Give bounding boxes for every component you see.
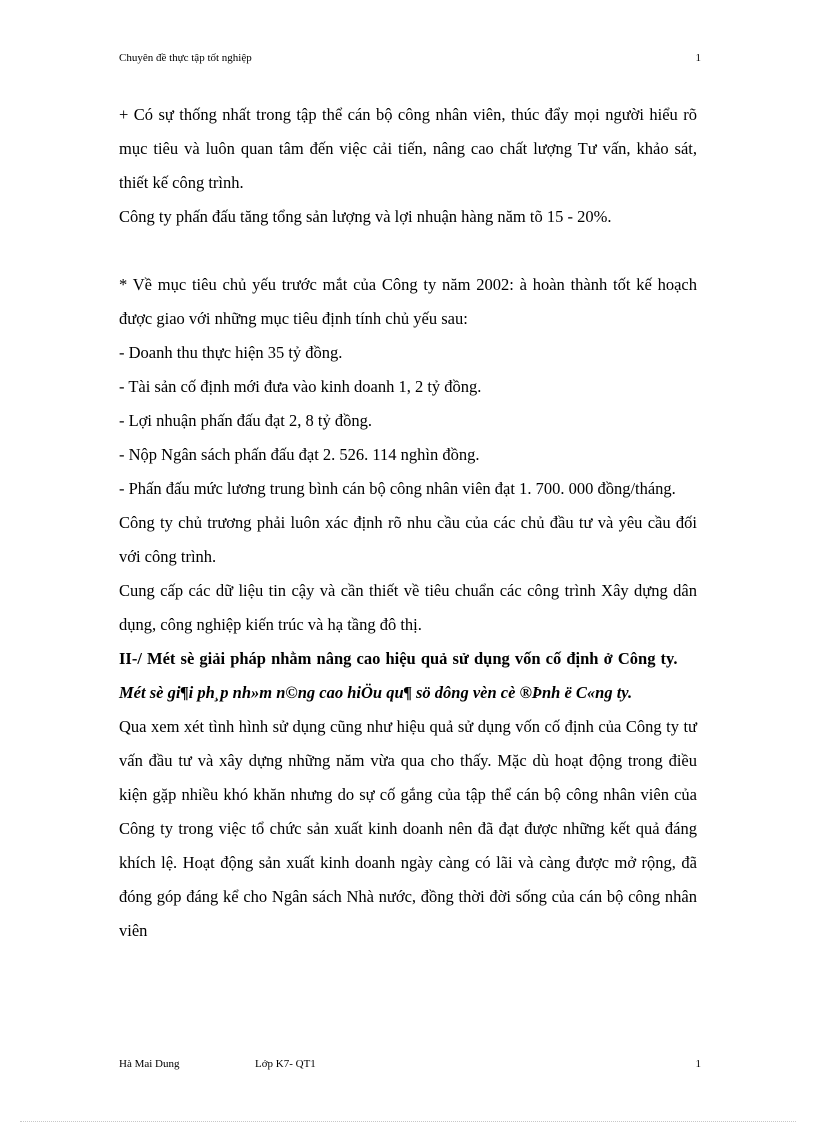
paragraph-investor-needs: Công ty chủ trương phải luôn xác định rõ nhu cầu của các chủ đầu tư và yêu cầu đối với công trình. <box>119 513 697 566</box>
paragraph-consensus: + Có sự thống nhất trong tập thể cán bộ công nhân viên, thúc đẩy mọi người hiểu rõ mục tiêu và luôn quan tâm đến việc cải tiến, nâng cao chất lượng Tư vấn, khảo sát, thiết kế công trình. <box>119 105 697 192</box>
paragraph-review: Qua xem xét tình hình sử dụng cũng như hiệu quả sử dụng vốn cố định của Công ty tư vấn đầu tư và xây dựng những năm vừa qua cho thấy. Mặc dù hoạt động trong điều kiện gặp nhiều khó khăn nhưng do sự cố gắng của tập thể cán bộ công nhân viên của Công ty trong việc tổ chức sản xuất kinh doanh nên đã đạt được những kết quả đáng khích lệ. Hoạt động sản xuất kinh doanh ngày càng có lãi và càng được mở rộng, đã đóng góp đáng kể cho Ngân sách Nhà nước, đồng thời đời sống của cán bộ công nhân viên <box>119 717 697 940</box>
list-item-profit: - Lợi nhuận phấn đấu đạt 2, 8 tỷ đồng. <box>119 411 372 430</box>
section-heading <box>119 642 697 710</box>
header-page-number: 1 <box>695 52 701 64</box>
header-title: Chuyên đề thực tập tốt nghiệp <box>119 52 252 64</box>
page-edge-divider <box>20 1121 796 1122</box>
page-footer <box>119 1058 701 1076</box>
list-item-salary: - Phấn đấu mức lương trung bình cán bộ công nhân viên đạt 1. 700. 000 đồng/tháng. <box>119 479 676 498</box>
section-heading-bold: II-/ Mét sè giải pháp nhằm nâng cao hiệu quả sử dụng vốn cố định ở Công ty. <box>119 649 678 668</box>
footer-author: Hà Mai Dung <box>119 1058 180 1070</box>
list-item-budget: - Nộp Ngân sách phấn đấu đạt 2. 526. 114 nghìn đồng. <box>119 445 480 464</box>
list-item-revenue: - Doanh thu thực hiện 35 tỷ đồng. <box>119 343 343 362</box>
footer-class: Lớp K7- QT1 <box>255 1058 316 1070</box>
section-heading-garbled: Mét sè gi¶i ph¸p nh»m n©ng cao hiÖu qu¶ sö dông vèn cè ®Þnh ë C«ng ty. <box>119 683 633 702</box>
list-item-fixed-assets: - Tài sản cố định mới đưa vào kinh doanh 1, 2 tỷ đồng. <box>119 377 482 396</box>
footer-page-number: 1 <box>695 1058 701 1070</box>
document-body <box>119 98 697 948</box>
paragraph-objectives-2002: * Về mục tiêu chủ yếu trước mắt của Công ty năm 2002: à hoàn thành tốt kế hoạch được giao với những mục tiêu định tính chủ yếu sau: <box>119 275 697 328</box>
page-header <box>119 52 701 70</box>
paragraph-growth-target: Công ty phấn đấu tăng tổng sản lượng và lợi nhuận hàng năm tõ 15 - 20%. <box>119 207 612 226</box>
blank-line <box>119 234 697 268</box>
paragraph-data-supply: Cung cấp các dữ liệu tin cậy và cần thiết về tiêu chuẩn các công trình Xây dựng dân dụng, công nghiệp kiến trúc và hạ tầng đô thị. <box>119 581 697 634</box>
